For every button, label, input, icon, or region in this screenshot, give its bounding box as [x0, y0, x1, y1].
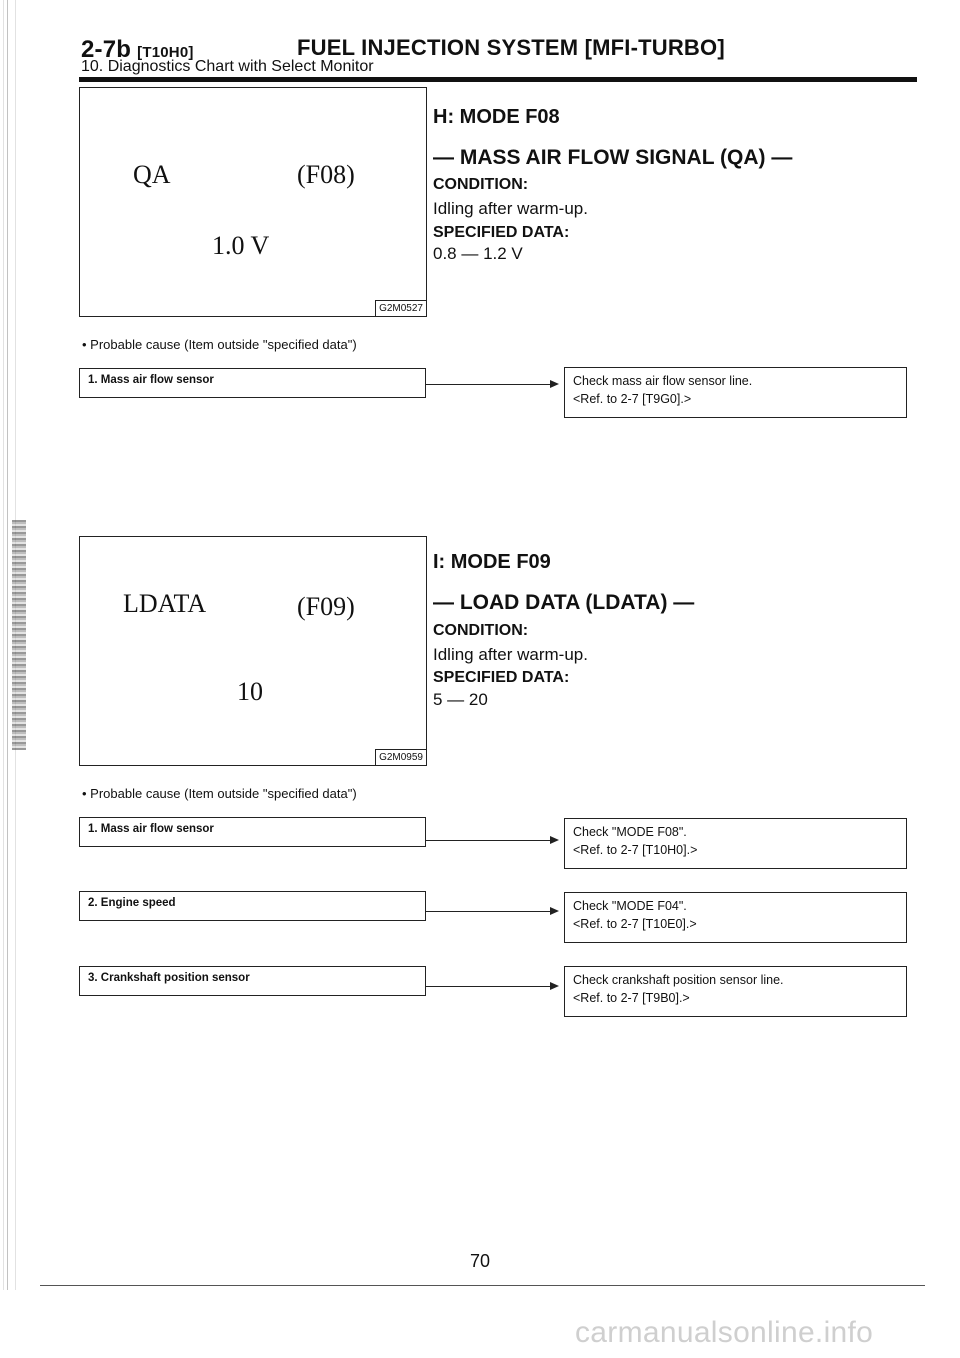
- check-action-ref: <Ref. to 2-7 [T9G0].>: [573, 392, 692, 406]
- check-action-ref: <Ref. to 2-7 [T10H0].>: [573, 843, 698, 857]
- figure-id: G2M0527: [375, 300, 426, 316]
- cause-item-label: 3. Crankshaft position sensor: [88, 972, 250, 984]
- probable-cause-note: • Probable cause (Item outside "specified data"): [82, 337, 357, 352]
- specified-data-label: SPECIFIED DATA:: [433, 669, 570, 686]
- scan-edge-dark: [12, 520, 26, 750]
- check-action-text: Check crankshaft position sensor line.: [573, 973, 784, 987]
- mode-heading: I: MODE F09: [433, 551, 551, 573]
- page-number: 70: [470, 1251, 491, 1271]
- check-action-ref: <Ref. to 2-7 [T9B0].>: [573, 991, 690, 1005]
- condition-label: CONDITION:: [433, 176, 529, 193]
- page-title: FUEL INJECTION SYSTEM [MFI-TURBO]: [297, 35, 725, 60]
- specified-data-label: SPECIFIED DATA:: [433, 224, 570, 241]
- mode-heading: H: MODE F08: [433, 106, 560, 128]
- watermark: carmanualsonline.info: [575, 1316, 874, 1349]
- cause-item: [79, 817, 426, 847]
- section-code: [T10H0]: [137, 44, 194, 61]
- monitor-mode-code: (F09): [297, 592, 355, 621]
- check-action-text: Check mass air flow sensor line.: [573, 374, 753, 388]
- cause-item: [79, 966, 426, 996]
- flow-arrow-line: [426, 840, 552, 841]
- specified-data-value: 0.8 — 1.2 V: [433, 244, 523, 263]
- check-action: [564, 818, 907, 869]
- header-rule: [79, 77, 917, 82]
- check-action-text: Check "MODE F08".: [573, 825, 687, 839]
- flow-arrow-line: [426, 911, 552, 912]
- flow-arrow-head: [550, 982, 559, 990]
- cause-item: [79, 891, 426, 921]
- select-monitor-display: [79, 536, 427, 766]
- figure-id: G2M0959: [375, 749, 426, 765]
- cause-item-label: 1. Mass air flow sensor: [88, 374, 214, 386]
- monitor-value: 10: [237, 677, 263, 706]
- monitor-mode-code: (F08): [297, 160, 355, 189]
- page-subtitle: 10. Diagnostics Chart with Select Monitor: [81, 58, 374, 75]
- specified-data-value: 5 — 20: [433, 690, 488, 709]
- monitor-parameter: LDATA: [123, 589, 207, 618]
- monitor-parameter: QA: [133, 160, 171, 189]
- cause-item-label: 1. Mass air flow sensor: [88, 823, 214, 835]
- check-action: [564, 892, 907, 943]
- flow-arrow-line: [426, 986, 552, 987]
- monitor-value: 1.0 V: [212, 231, 270, 260]
- mode-name: — LOAD DATA (LDATA) —: [433, 591, 695, 614]
- check-action: [564, 966, 907, 1017]
- condition-text: Idling after warm-up.: [433, 645, 588, 664]
- check-action-ref: <Ref. to 2-7 [T10E0].>: [573, 917, 697, 931]
- select-monitor-display: [79, 87, 427, 317]
- section-number: 2-7b [T10H0]: [81, 36, 194, 63]
- flow-arrow-head: [550, 380, 559, 388]
- check-action-text: Check "MODE F04".: [573, 899, 687, 913]
- flow-arrow-head: [550, 836, 559, 844]
- check-action: [564, 367, 907, 418]
- cause-item-label: 2. Engine speed: [88, 897, 176, 909]
- flow-arrow-line: [426, 384, 552, 385]
- condition-text: Idling after warm-up.: [433, 199, 588, 218]
- probable-cause-note: • Probable cause (Item outside "specified data"): [82, 786, 357, 801]
- mode-name: — MASS AIR FLOW SIGNAL (QA) —: [433, 146, 793, 169]
- cause-item: [79, 368, 426, 398]
- flow-arrow-head: [550, 907, 559, 915]
- condition-label: CONDITION:: [433, 622, 529, 639]
- footer-rule: [40, 1285, 925, 1286]
